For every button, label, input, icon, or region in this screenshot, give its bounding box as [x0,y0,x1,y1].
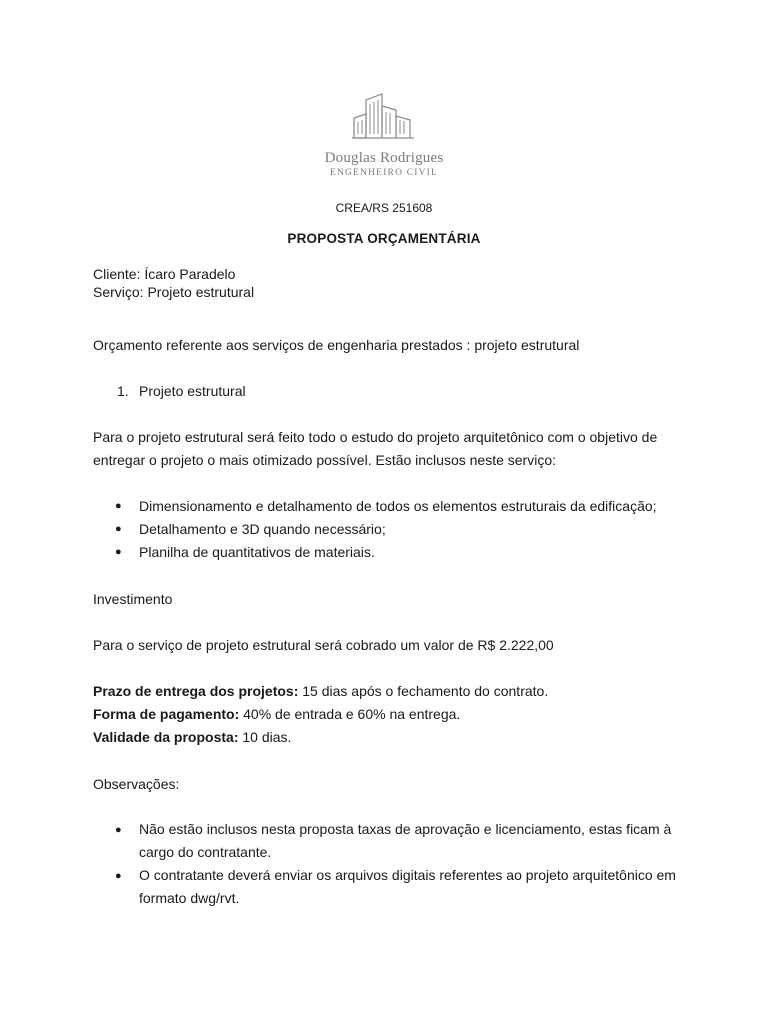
list-item: Não estão inclusos nesta proposta taxas de aprovação e licenciamento, estas ficam à cargo do contratante. [139,821,672,860]
investment-heading: Investimento [93,591,173,607]
term-delivery [93,683,548,700]
term-validity [93,729,291,746]
bullet-icon: ● [115,824,122,836]
document-title: PROPOSTA ORÇAMENTÁRIA [287,231,481,246]
term-payment [93,706,460,723]
section-heading: Projeto estrutural [139,383,246,399]
logo-subtitle: ENGENHEIRO CIVIL [329,168,439,178]
notes-heading: Observações: [93,776,180,792]
bullet-icon: ● [115,523,122,535]
term-value: 40% de entrada e 60% na entrega. [239,706,461,722]
company-logo [0,88,768,178]
list-item: Dimensionamento e detalhamento de todos os elementos estruturais da edificação; [139,498,657,514]
term-label: Prazo de entrega dos projetos: [93,683,299,699]
term-label: Validade da proposta: [93,729,239,745]
bullet-icon: ● [115,870,122,882]
registration-number: CREA/RS 251608 [335,201,433,215]
list-item: O contratante deverá enviar os arquivos digitais referentes ao projeto arquitetônico em formato dwg/rvt. [139,867,676,906]
term-value: 15 dias após o fechamento do contrato. [298,683,549,699]
term-value: 10 dias. [238,729,292,745]
list-item: Detalhamento e 3D quando necessário; [139,521,386,537]
list-item: Planilha de quantitativos de materiais. [139,544,375,560]
client-line: Cliente: Ícaro Paradelo [93,266,236,282]
logo-name: Douglas Rodrigues [324,150,444,166]
bullet-icon: ● [115,500,122,512]
bullet-icon: ● [115,546,122,558]
term-label: Forma de pagamento: [93,706,240,722]
description-paragraph: Para o projeto estrutural será feito todo o estudo do projeto arquitetônico com o objetivo de entregar o projeto o mais otimizado possível. Estão inclusos neste serviço: [93,429,658,468]
intro-text: Orçamento referente aos serviços de engenharia prestados : projeto estrutural [93,337,580,353]
list-number: 1. [117,383,129,399]
service-line: Serviço: Projeto estrutural [93,284,255,300]
investment-text: Para o serviço de projeto estrutural será cobrado um valor de R$ 2.222,00 [93,637,554,653]
buildings-icon [352,88,416,144]
